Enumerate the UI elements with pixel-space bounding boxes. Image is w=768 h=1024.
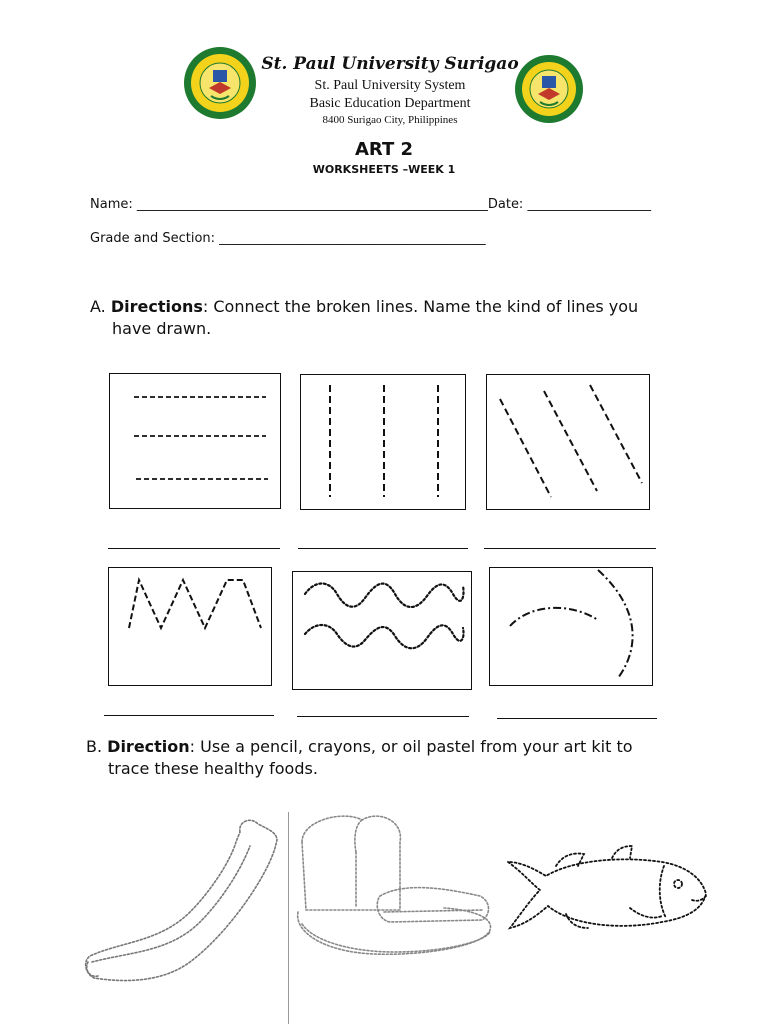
section-a-directions bbox=[90, 296, 670, 340]
curved-dash-dot-lines bbox=[490, 568, 652, 685]
vertical-dashed-lines bbox=[301, 375, 465, 509]
answer-line-6[interactable] bbox=[497, 718, 657, 719]
section-b-text-1: : Use a pencil, crayons, or oil pastel from your art kit to bbox=[189, 737, 633, 756]
section-a-text-1: : Connect the broken lines. Name the kind of lines you bbox=[202, 297, 639, 316]
fish-tracing[interactable] bbox=[502, 842, 712, 942]
worksheet-subtitle: WORKSHEETS –WEEK 1 bbox=[312, 163, 456, 176]
school-name: St. Paul University Surigao bbox=[261, 54, 519, 74]
answer-line-4[interactable] bbox=[104, 715, 274, 716]
horizontal-dashed-lines bbox=[110, 374, 280, 508]
section-b-text-2: trace these healthy foods. bbox=[108, 759, 318, 778]
answer-line-5[interactable] bbox=[297, 716, 469, 717]
department: Basic Education Department bbox=[309, 96, 471, 111]
horizontal-lines-box[interactable] bbox=[109, 373, 281, 509]
diagonal-dashed-lines bbox=[487, 375, 649, 509]
zigzag-dashed-line bbox=[109, 568, 271, 685]
food-divider bbox=[288, 812, 289, 1024]
section-b-directions bbox=[86, 736, 666, 780]
section-a-label: Directions bbox=[110, 297, 203, 316]
answer-line-2[interactable] bbox=[298, 548, 468, 549]
banana-tracing[interactable] bbox=[80, 812, 288, 1024]
section-b-letter: B. bbox=[86, 737, 103, 756]
address: 8400 Surigao City, Philippines bbox=[322, 114, 458, 126]
university-system: St. Paul University System bbox=[314, 78, 466, 93]
section-a-letter: A. bbox=[90, 297, 106, 316]
school-seal-left bbox=[183, 46, 257, 120]
section-b-label: Direction bbox=[107, 737, 190, 756]
answer-line-3[interactable] bbox=[484, 548, 656, 549]
wavy-lines-box[interactable] bbox=[292, 571, 472, 690]
answer-line-1[interactable] bbox=[108, 548, 280, 549]
section-a-text-2: have drawn. bbox=[112, 319, 212, 338]
grade-section-field[interactable]: Grade and Section: _________________________________________ bbox=[90, 231, 486, 246]
name-date-field[interactable]: Name: ______________________________________________________Date: ___________________ bbox=[90, 197, 651, 212]
curved-lines-box[interactable] bbox=[489, 567, 653, 686]
diagonal-lines-box[interactable] bbox=[486, 374, 650, 510]
vertical-lines-box[interactable] bbox=[300, 374, 466, 510]
zigzag-lines-box[interactable] bbox=[108, 567, 272, 686]
subject-title: ART 2 bbox=[354, 139, 414, 160]
bread-tracing[interactable] bbox=[294, 812, 498, 972]
wavy-dotted-lines bbox=[293, 572, 471, 689]
